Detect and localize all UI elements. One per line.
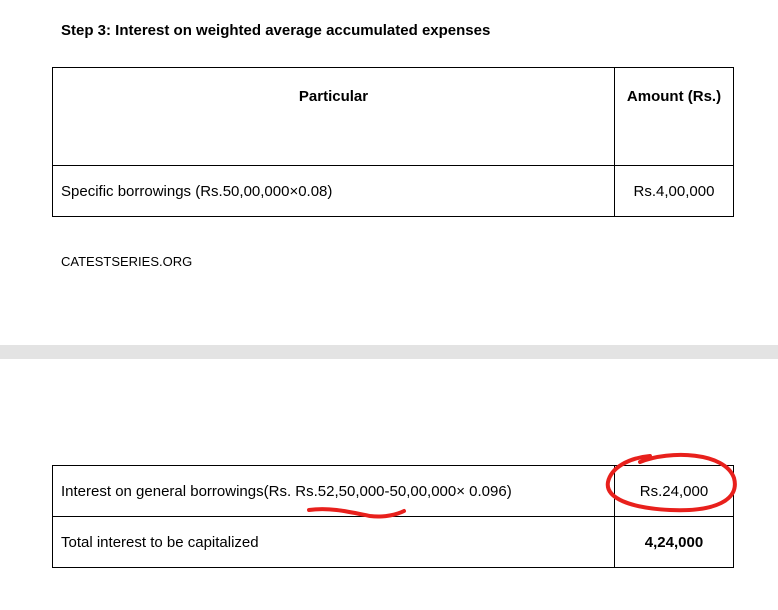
expenses-table	[52, 67, 734, 217]
row-amount: Rs.24,000	[615, 466, 734, 517]
row-amount: Rs.4,00,000	[615, 166, 734, 217]
header-particular: Particular	[53, 68, 615, 166]
table-row	[53, 166, 734, 217]
interest-table	[52, 465, 734, 568]
table-row	[53, 466, 734, 517]
row-particular-total: Total interest to be capitalized	[53, 517, 615, 568]
table-header-row	[53, 68, 734, 166]
page-heading: Step 3: Interest on weighted average accumulated expenses	[61, 22, 491, 39]
row-particular: Specific borrowings (Rs.50,00,000×0.08)	[53, 166, 615, 217]
row-particular: Interest on general borrowings(Rs. Rs.52,50,000-50,00,000× 0.096)	[53, 466, 615, 517]
table-row	[53, 517, 734, 568]
watermark-text: CATESTSERIES.ORG	[61, 254, 193, 269]
page-break-divider	[0, 345, 778, 359]
header-amount: Amount (Rs.)	[615, 68, 734, 166]
row-amount-total: 4,24,000	[615, 517, 734, 568]
